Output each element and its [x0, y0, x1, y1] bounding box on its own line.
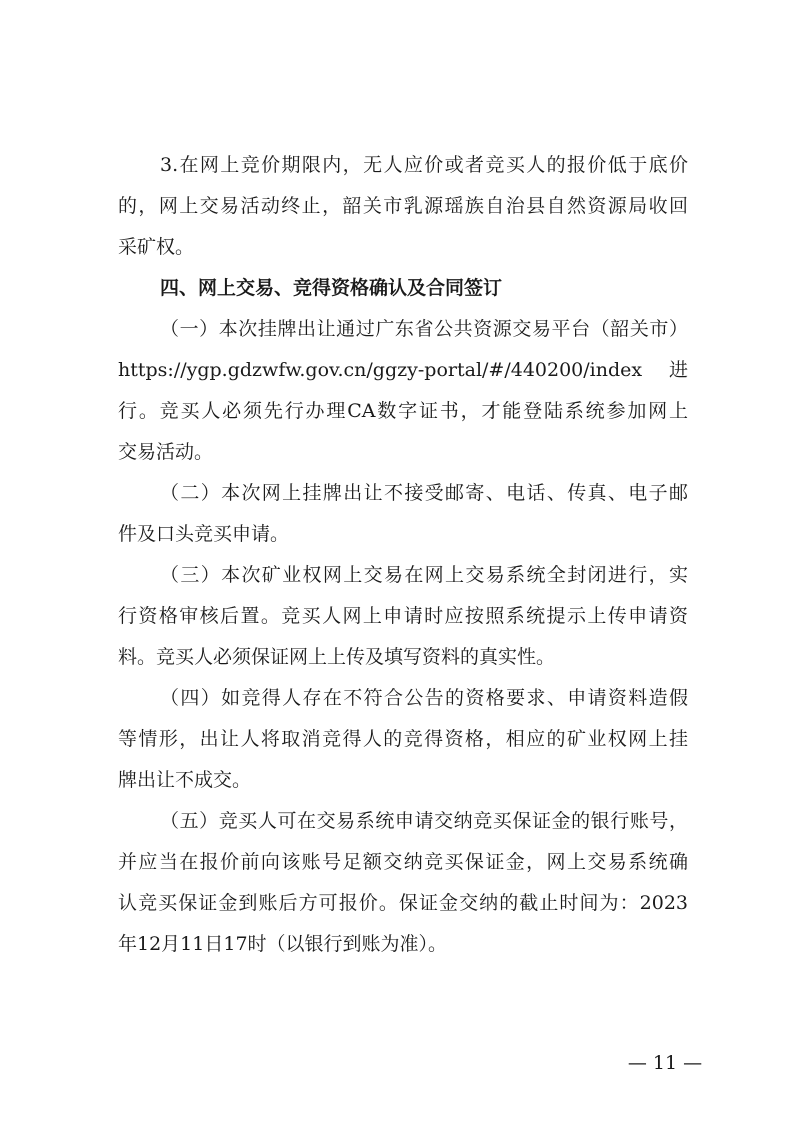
paragraph-line: （一）本次挂牌出让通过广东省公共资源交易平台（韶关市）	[160, 318, 688, 340]
page-number: — 11 —	[627, 1052, 703, 1074]
paragraph-line: 料。竞买人必须保证网上上传及填写资料的真实性。	[118, 646, 556, 668]
paragraph-line: 3.在网上竞价期限内，无人应价或者竞买人的报价低于底价	[160, 154, 688, 176]
paragraph-line: （三）本次矿业权网上交易在网上交易系统全封闭进行，实	[160, 564, 688, 586]
paragraph-line: 等情形，出让人将取消竞得人的竞得资格，相应的矿业权网上挂	[118, 728, 688, 750]
paragraph-line: 认竞买保证金到账后方可报价。保证金交纳的截止时间为：2023	[118, 892, 688, 914]
paragraph-line: 并应当在报价前向该账号足额交纳竞买保证金，网上交易系统确	[118, 851, 688, 873]
section-heading: 四、网上交易、竞得资格确认及合同签订	[160, 277, 503, 299]
paragraph-line: 交易活动。	[118, 441, 214, 463]
paragraph-line: 件及口头竞买申请。	[118, 523, 290, 545]
paragraph-line: （二）本次网上挂牌出让不接受邮寄、电话、传真、电子邮	[160, 482, 688, 504]
paragraph-line: https://ygp.gdzwfw.gov.cn/ggzy-portal/#/440200/index 进	[118, 359, 688, 381]
paragraph-line: 年12月11日17时（以银行到账为准）。	[118, 933, 448, 955]
paragraph-line: 的，网上交易活动终止，韶关市乳源瑶族自治县自然资源局收回	[118, 195, 688, 217]
paragraph-line: （五）竞买人可在交易系统申请交纳竞买保证金的银行账号，	[160, 810, 688, 832]
paragraph-line: 行。竞买人必须先行办理CA数字证书，才能登陆系统参加网上	[118, 400, 688, 422]
paragraph-line: 采矿权。	[118, 236, 195, 258]
paragraph-line: 牌出让不成交。	[118, 769, 252, 791]
paragraph-line: 行资格审核后置。竞买人网上申请时应按照系统提示上传申请资	[118, 605, 688, 627]
paragraph-line: （四）如竞得人存在不符合公告的资格要求、申请资料造假	[160, 687, 688, 709]
